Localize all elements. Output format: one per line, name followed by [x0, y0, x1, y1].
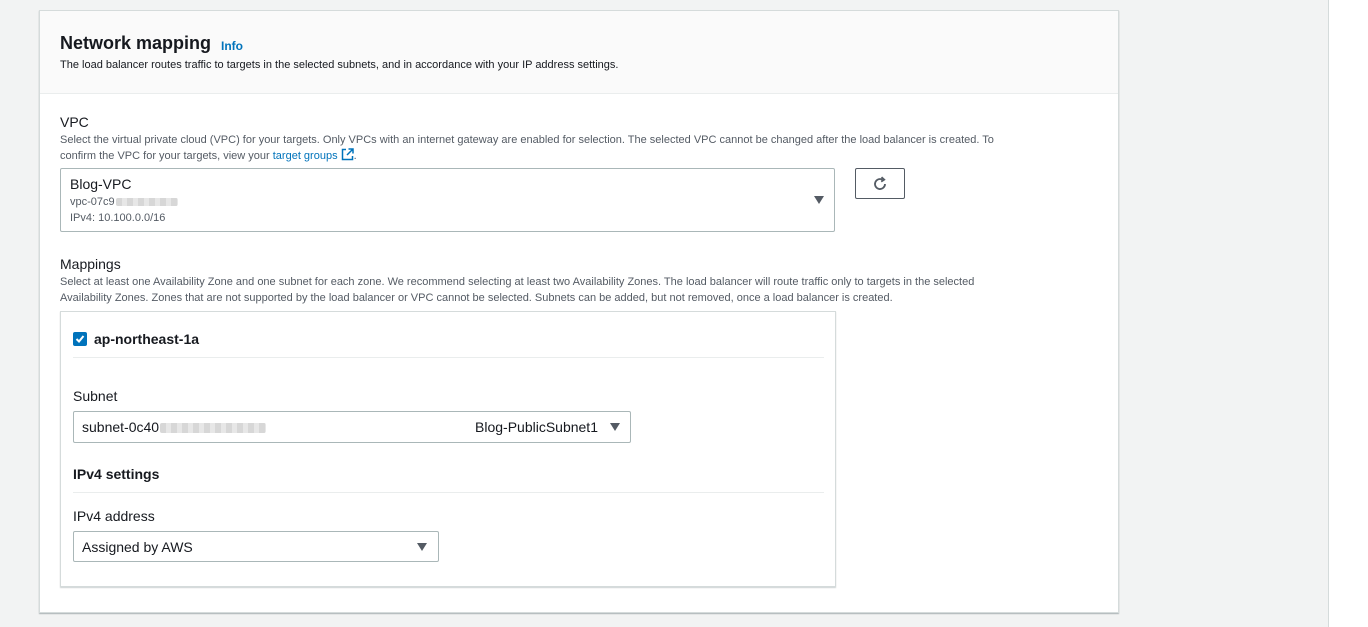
refresh-vpc-button[interactable]: [855, 168, 905, 199]
subnet-id-text: subnet-0c40: [82, 419, 160, 435]
subnet-id: [82, 419, 266, 435]
caret-down-icon: [417, 543, 427, 551]
vpc-selected-id: [70, 196, 178, 208]
vpc-selected-name: Blog-VPC: [70, 176, 132, 192]
vpc-label: VPC: [60, 114, 89, 130]
mappings-description-line1: Select at least one Availability Zone and one subnet for each zone. We recommend selecting at least two Availability Zones. The load balancer will route traffic only to targets in the selected: [60, 276, 975, 288]
az-name: ap-northeast-1a: [94, 331, 200, 347]
info-link[interactable]: Info: [221, 39, 243, 53]
panel-header: [40, 11, 1118, 94]
ipv4-address-label: IPv4 address: [73, 508, 155, 524]
subnet-select[interactable]: [73, 411, 631, 443]
vpc-description-line2: [60, 148, 1110, 166]
divider: [73, 492, 824, 493]
divider: [73, 357, 824, 358]
ipv4-settings-heading: IPv4 settings: [73, 466, 160, 482]
vpc-description: [60, 132, 1110, 166]
caret-down-icon: [610, 423, 620, 431]
vpc-id-text: vpc-07c9: [70, 196, 115, 208]
mappings-description-line2: Availability Zones. Zones that are not supported by the load balancer or VPC cannot be selected. Subnets can be added, but not removed, once a load balancer is created.: [60, 292, 893, 304]
ipv4-address-select[interactable]: [73, 531, 439, 562]
right-utility-rail: [1328, 0, 1368, 627]
redacted-blur: [116, 198, 178, 206]
subnet-name: Blog-PublicSubnet1: [475, 419, 598, 435]
availability-zone-card: [60, 311, 836, 587]
check-icon: [75, 334, 85, 344]
az-checkbox[interactable]: [73, 332, 87, 346]
vpc-description-prefix: confirm the VPC for your targets, view your: [60, 150, 273, 162]
vpc-description-line1: Select the virtual private cloud (VPC) for your targets. Only VPCs with an internet gateway are enabled for selection. The selected VPC cannot be changed after the load balancer is created. To: [60, 134, 994, 146]
network-mapping-panel: [39, 10, 1119, 613]
target-groups-link[interactable]: target groups: [272, 150, 338, 162]
redacted-blur: [160, 423, 266, 433]
section-title: Network mapping: [60, 33, 212, 53]
vpc-description-suffix: .: [353, 150, 357, 162]
external-link-icon[interactable]: [341, 148, 354, 166]
mappings-description: [60, 274, 1110, 306]
refresh-icon: [872, 176, 888, 192]
vpc-selected-cidr: IPv4: 10.100.0.0/16: [70, 212, 166, 224]
subnet-label: Subnet: [73, 388, 118, 404]
section-description: The load balancer routes traffic to targets in the selected subnets, and in accordance with your IP address settings.: [60, 59, 619, 71]
ipv4-address-value: Assigned by AWS: [82, 539, 193, 555]
caret-down-icon: [814, 196, 824, 204]
vpc-select[interactable]: [60, 168, 835, 232]
mappings-label: Mappings: [60, 256, 121, 272]
